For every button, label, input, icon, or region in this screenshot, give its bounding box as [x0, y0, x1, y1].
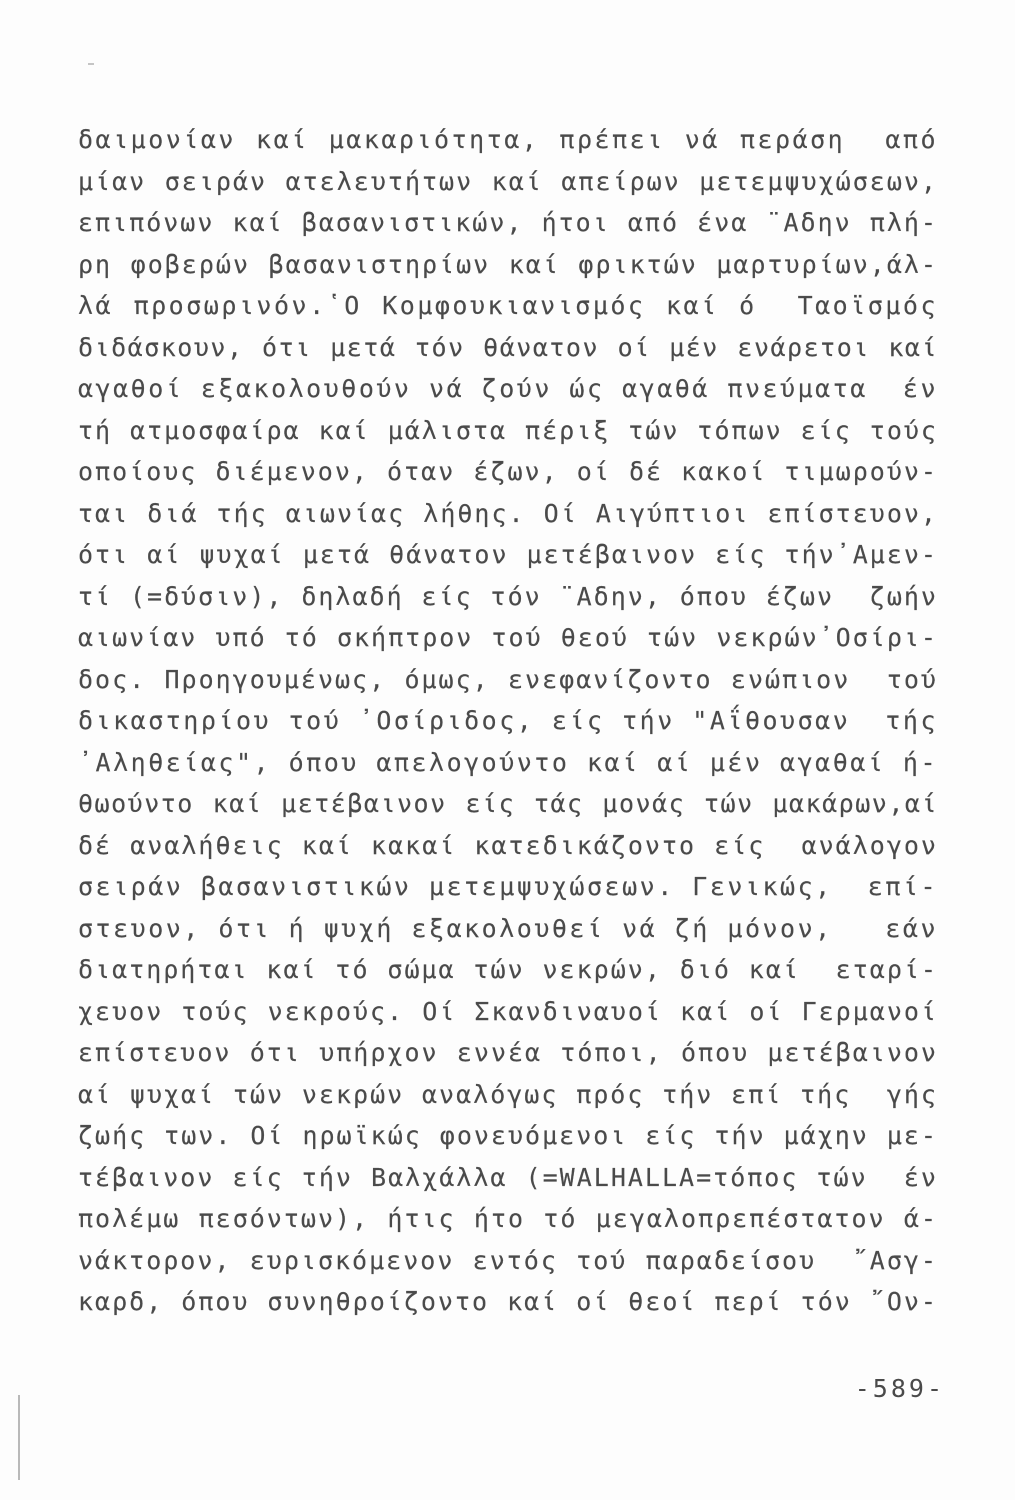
text-line: δαιμονίαν καί μακαριότητα, πρέπει νά περάση από: [78, 125, 938, 154]
text-line: αγαθοί εξακολουθούν νά ζούν ώς αγαθά πνεύματα έν: [78, 374, 939, 403]
text-line: ότι αί ψυχαί μετά θάνατον μετέβαινον είς τήν᾽Αμεν-: [78, 540, 938, 569]
text-line: δικαστηρίου τού ᾽Οσίριδος, είς τήν "Αΐθουσαν τής: [78, 706, 939, 735]
text-line: στευον, ότι ή ψυχή εξακολουθεί νά ζή μόνον, εάν: [78, 913, 939, 943]
text-line: οποίους διέμενον, όταν έζων, οί δέ κακοί τιμωρούν-: [78, 457, 938, 486]
text-line: επίστευον ότι υπήρχον εννέα τόποι, όπου μετέβαινον: [78, 1038, 938, 1067]
text-line: δος. Προηγουμένως, όμως, ενεφανίζοντο ενώπιον τού: [78, 664, 938, 694]
text-line: ζωής των. Οί ηρωϊκώς φονευόμενοι είς τήν μάχην με-: [78, 1121, 938, 1150]
text-line: θωούντο καί μετέβαινον είς τάς μονάς τών μακάρων,αί: [78, 789, 938, 818]
text-line: νάκτορον, ευρισκόμενον εντός τού παραδείσου ῎Ασγ-: [78, 1245, 938, 1275]
text-line: τή ατμοσφαίρα καί μάλιστα πέριξ τών τόπων είς τούς: [78, 415, 938, 445]
scan-mark: [88, 63, 94, 65]
scan-edge-mark: [18, 1395, 20, 1480]
text-line: τί (=δύσιν), δηλαδή είς τόν ¨Αδην, όπου έζων ζωήν: [78, 581, 938, 611]
text-line: αιωνίαν υπό τό σκήπτρον τού θεού τών νεκρών᾽Οσίρι-: [78, 623, 938, 652]
text-line: καρδ, όπου συνηθροίζοντο καί οί θεοί περί τόν ῎Ον-: [78, 1287, 938, 1316]
text-line: αί ψυχαί τών νεκρών αναλόγως πρός τήν επί τής γής: [78, 1079, 938, 1109]
text-line: δέ αναλήθεις καί κακαί κατεδικάζοντο είς ανάλογον: [78, 830, 938, 860]
text-line: διδάσκουν, ότι μετά τόν θάνατον οί μέν ενάρετοι καί: [78, 332, 938, 362]
text-line: ᾽Αληθείας", όπου απελογούντο καί αί μέν αγαθαί ή-: [78, 747, 939, 777]
text-line: λά προσωρινόν.῾Ο Κομφουκιανισμός καί ό Ταοϊσμός: [78, 291, 938, 320]
page-number: -589-: [854, 1374, 945, 1403]
text-line: χευον τούς νεκρούς. Οί Σκανδιναυοί καί οί Γερμανοί: [78, 996, 938, 1026]
text-line: πολέμω πεσόντων), ήτις ήτο τό μεγαλοπρεπέστατον ά-: [78, 1204, 938, 1233]
text-line: ται διά τής αιωνίας λήθης. Οί Αιγύπτιοι επίστευον,: [78, 498, 938, 528]
text-line: σειράν βασανιστικών μετεμψυχώσεων. Γενικώς, επί-: [78, 872, 939, 901]
text-line: τέβαινον είς τήν Βαλχάλλα (=WALHALLA=τόπος τών έν: [78, 1162, 938, 1192]
text-line: ρη φοβερών βασανιστηρίων καί φρικτών μαρτυρίων,άλ-: [78, 249, 938, 279]
body-text: [78, 119, 938, 1323]
text-line: μίαν σειράν ατελευτήτων καί απείρων μετεμψυχώσεων,: [78, 166, 938, 196]
text-line: διατηρήται καί τό σώμα τών νεκρών, διό καί εταρί-: [78, 955, 938, 984]
text-line: επιπόνων καί βασανιστικών, ήτοι από ένα ¨Αδην πλή-: [78, 208, 938, 237]
